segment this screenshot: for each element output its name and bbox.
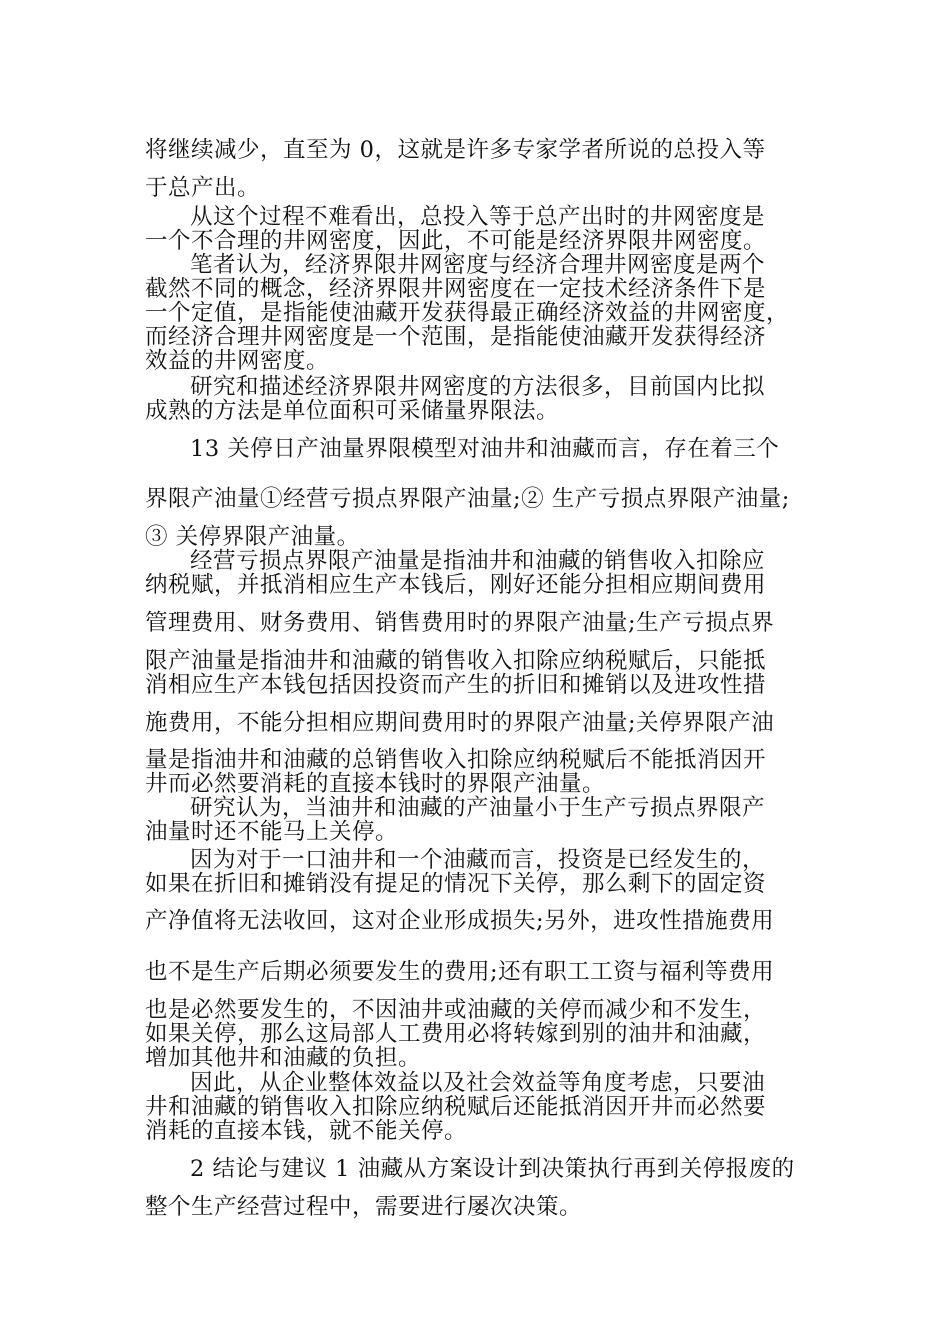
section-heading-line: 2 结论与建议 1 油藏从方案设计到决策执行再到关停报废的 xyxy=(190,1156,795,1182)
text-line: 而经济合理井网密度是一个范围，是指能使油藏开发获得经济 xyxy=(145,324,767,350)
text-line: 一个不合理的井网密度，因此，不可能是经济界限井网密度。 xyxy=(145,228,767,254)
text-line: 增加其他井和油藏的负担。 xyxy=(145,1045,422,1071)
text-line: 油量时还不能马上关停。 xyxy=(145,819,399,845)
text-line: 消相应生产本钱包括因投资而产生的折旧和摊销以及进攻性措 xyxy=(145,672,767,698)
section-heading-line: 13 关停日产油量界限模型对油井和油藏而言，存在着三个 xyxy=(190,436,780,462)
text-line: 产净值将无法收回，这对企业形成损失;另外，进攻性措施费用 xyxy=(145,908,775,934)
text-line: 限产油量是指油井和油藏的销售收入扣除应纳税赋后，只能抵 xyxy=(145,648,767,674)
text-line: 一个定值，是指能使油藏开发获得最正确经济效益的井网密度， xyxy=(145,300,790,326)
text-line: 界限产油量①经营亏损点界限产油量;② 生产亏损点界限产油量; xyxy=(145,486,790,512)
text-line: 成熟的方法是单位面积可采储量界限法。 xyxy=(145,398,560,424)
paragraph-first-line: 从这个过程不难看出，总投入等于总产出时的井网密度是 xyxy=(190,204,766,230)
text-line: 也是必然要发生的，不因油井或油藏的关停而减少和不发生， xyxy=(145,997,767,1023)
text-line: 整个生产经营过程中，需要进行屡次决策。 xyxy=(145,1194,583,1220)
text-line: 如果在折旧和摊销没有提足的情况下关停，那么剩下的固定资 xyxy=(145,871,767,897)
text-line: 也不是生产后期必须要发生的费用;还有职工工资与福利等费用 xyxy=(145,959,775,985)
text-line: 截然不同的概念，经济界限井网密度在一定技术经济条件下是 xyxy=(145,276,767,302)
text-line: 纳税赋，并抵消相应生产本钱后，刚好还能分担相应期间费用 xyxy=(145,572,767,598)
paragraph-first-line: 因为对于一口油井和一个油藏而言，投资是已经发生的， xyxy=(190,847,766,873)
text-line: 井而必然要消耗的直接本钱时的界限产油量。 xyxy=(145,771,606,797)
text-line: 井和油藏的销售收入扣除应纳税赋后还能抵消因开井而必然要 xyxy=(145,1094,767,1120)
text-line: ③ 关停界限产油量。 xyxy=(145,524,360,550)
text-line: 效益的井网密度。 xyxy=(145,348,330,374)
paragraph-first-line: 研究认为，当油井和油藏的产油量小于生产亏损点界限产 xyxy=(190,795,766,821)
paragraph-first-line: 因此，从企业整体效益以及社会效益等角度考虑，只要油 xyxy=(190,1070,766,1096)
paragraph-first-line: 研究和描述经济界限井网密度的方法很多，目前国内比拟 xyxy=(190,374,766,400)
text-line: 管理费用、财务费用、销售费用时的界限产油量;生产亏损点界 xyxy=(145,610,775,636)
paragraph-first-line: 笔者认为，经济界限井网密度与经济合理井网密度是两个 xyxy=(190,252,766,278)
text-line: 量是指油井和油藏的总销售收入扣除应纳税赋后不能抵消因开 xyxy=(145,747,767,773)
text-line: 如果关停，那么这局部人工费用必将转嫁到别的油井和油藏， xyxy=(145,1021,767,1047)
text-line: 将继续减少，直至为 0，这就是许多专家学者所说的总投入等 xyxy=(145,137,766,163)
paragraph-first-line: 经营亏损点界限产油量是指油井和油藏的销售收入扣除应 xyxy=(190,548,766,574)
text-line: 消耗的直接本钱，就不能关停。 xyxy=(145,1118,468,1144)
text-line: 于总产出。 xyxy=(145,175,261,201)
text-line: 施费用，不能分担相应期间费用时的界限产油量;关停界限产油 xyxy=(145,710,775,736)
